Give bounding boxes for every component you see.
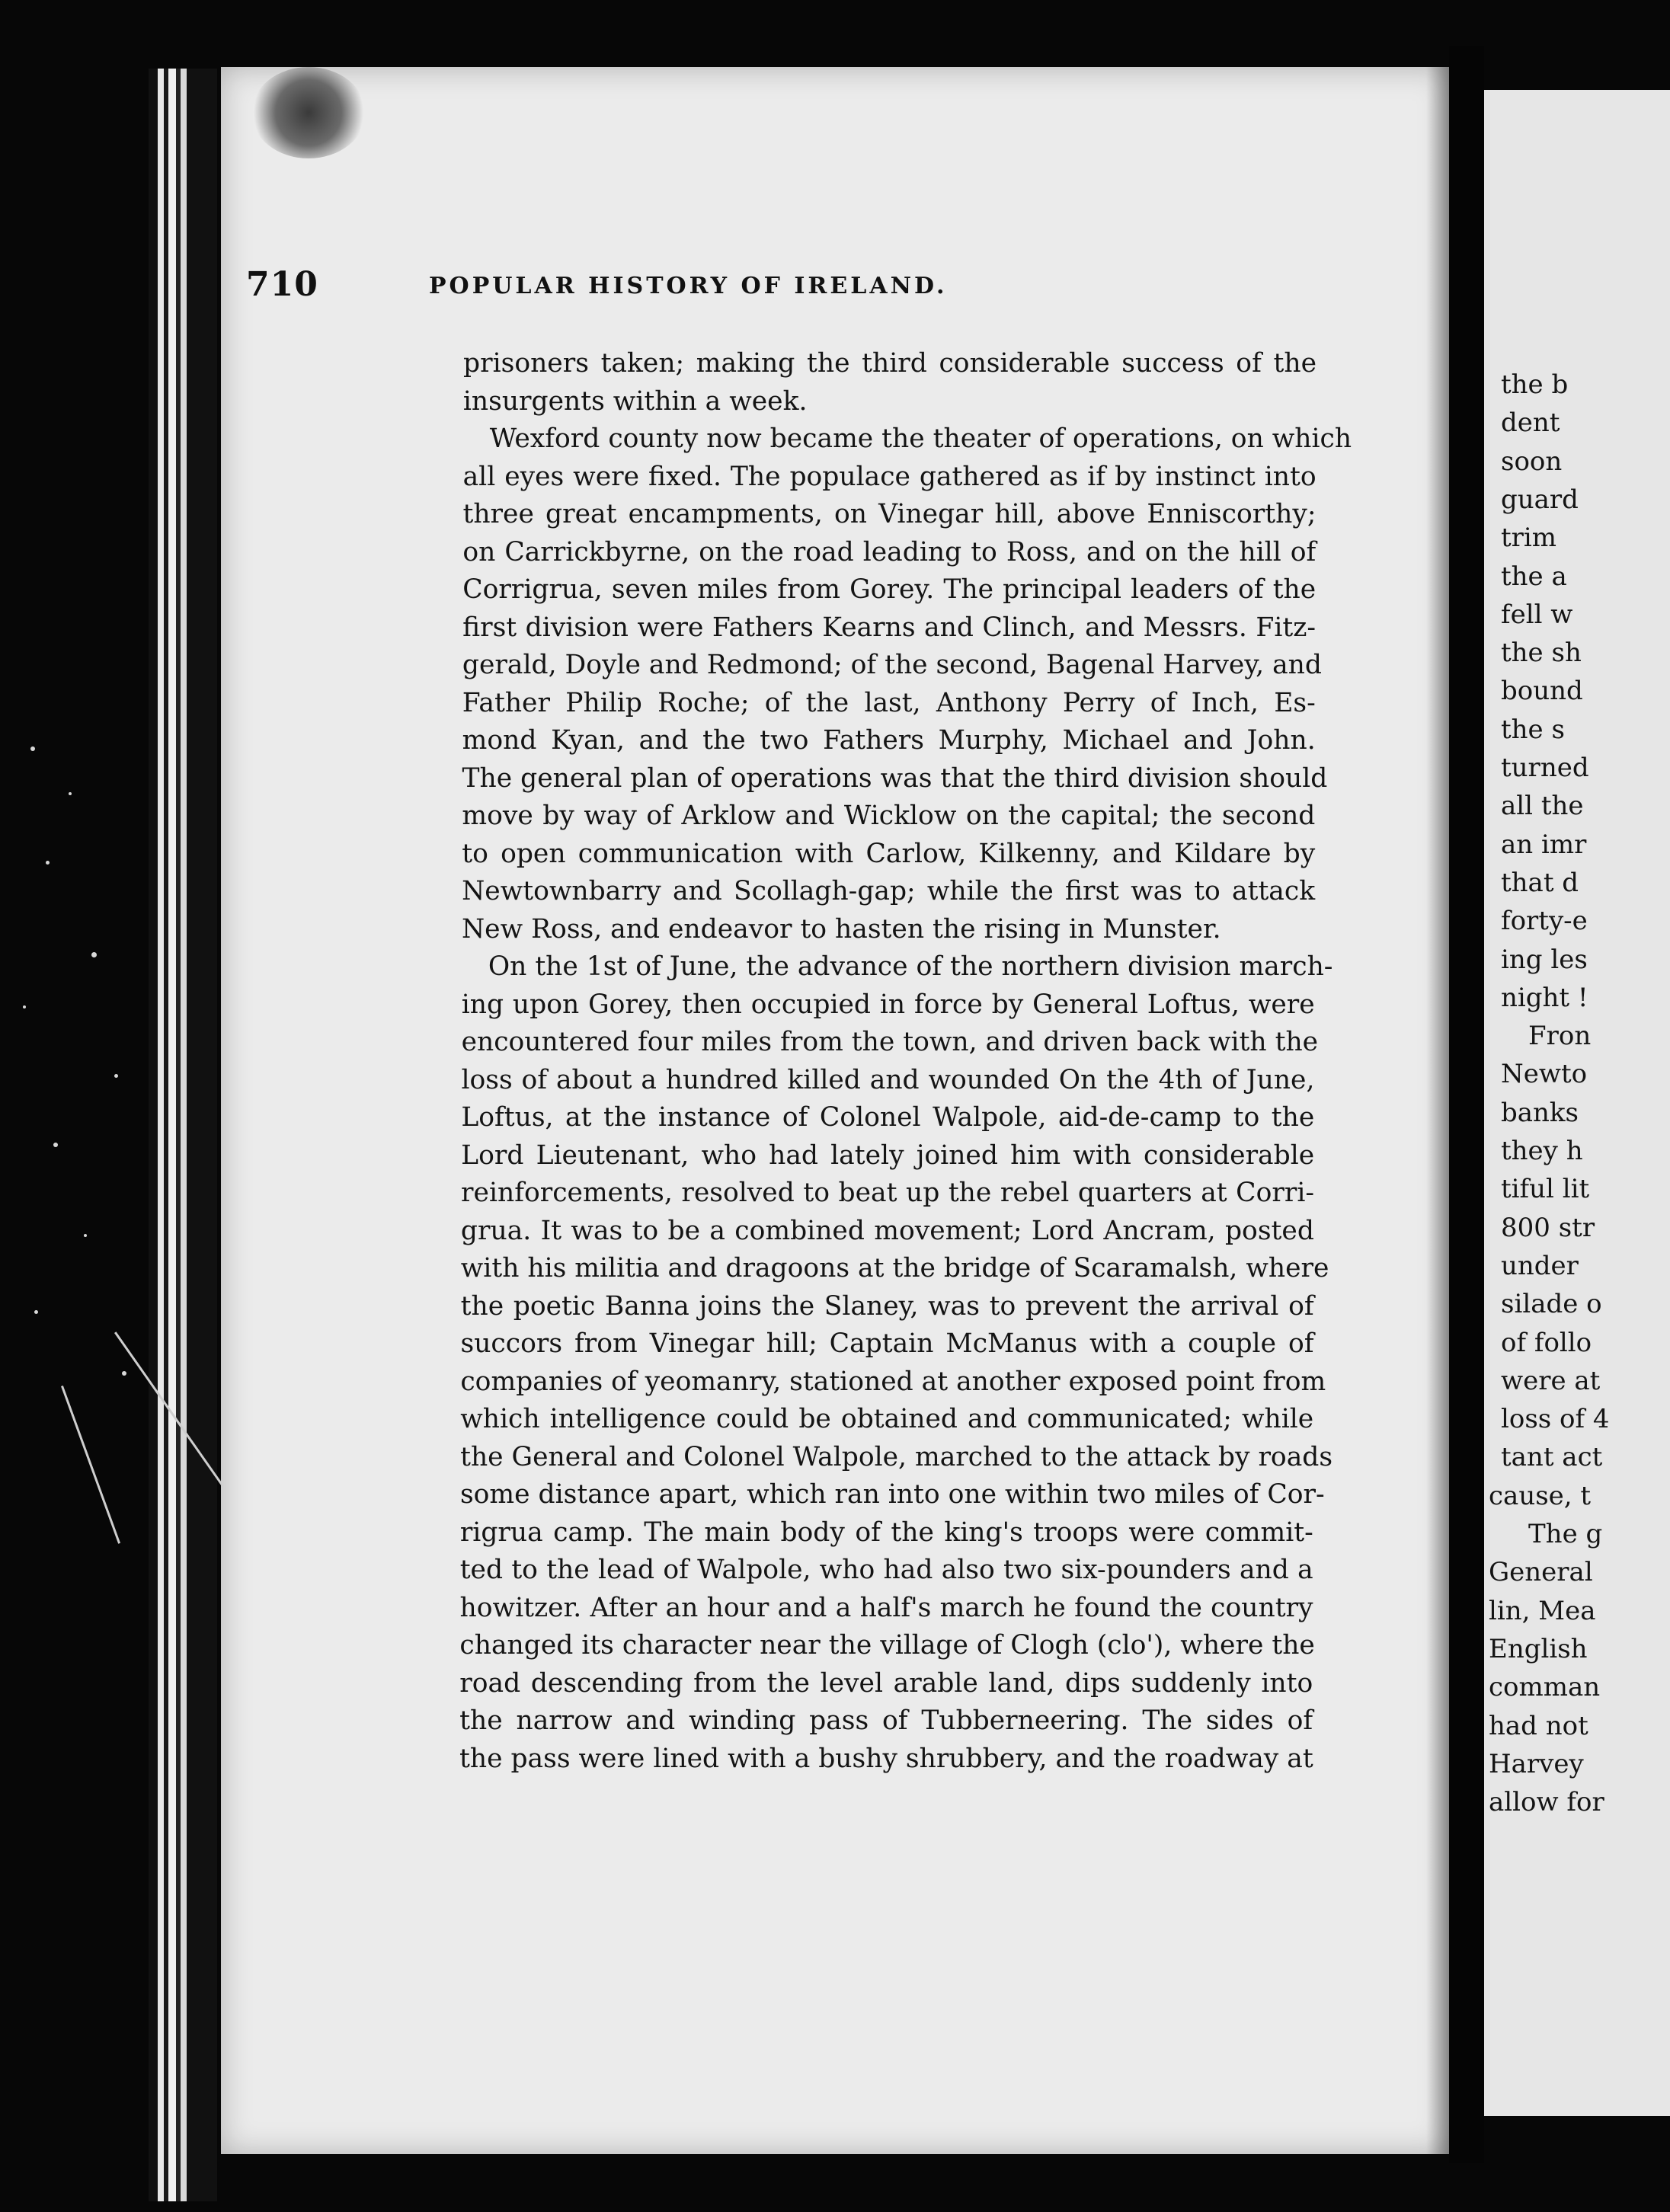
facing-text-line: dent [1501,408,1560,439]
text-line: first division were Fathers Kearns and Clinch, and Messrs. Fitz- [462,612,1316,643]
text-line: Loftus, at the instance of Colonel Walpole, aid-de-camp to the [461,1102,1315,1133]
text-line: reinforcements, resolved to beat up the rebel quarters at Corri- [461,1178,1315,1208]
text-line: insurgents within a week. [462,385,808,417]
text-line: encountered four miles from the town, and driven back with the [461,1027,1319,1057]
facing-text-line: were at [1501,1365,1601,1396]
facing-text-line: tiful lit [1501,1174,1590,1205]
facing-text-line: bound [1501,676,1583,707]
facing-text-line: the a [1501,561,1567,592]
film-scratch [61,1386,120,1544]
text-line: three great encampments, on Vinegar hill, above Enniscorthy; [462,499,1316,529]
text-line: mond Kyan, and the two Fathers Murphy, Michael and John. [462,725,1316,756]
text-line: grua. It was to be a combined movement; Lord Ancram, posted [460,1215,1314,1246]
dust-speck [30,746,35,751]
facing-text-line: under [1501,1250,1579,1281]
text-line: to open communication with Carlow, Kilkenny, and Kildare by [462,838,1316,869]
facing-text-line: The g [1528,1519,1603,1549]
facing-text-line: Harvey [1489,1748,1584,1779]
text-line: The general plan of operations was that the third division should [462,762,1328,794]
facing-text-line: ing les [1501,944,1588,975]
text-line: the General and Colonel Walpole, marched to the attack by roads [460,1441,1333,1472]
text-line: succors from Vinegar hill; Captain McManus with a couple of [460,1328,1314,1359]
text-line: the narrow and winding pass of Tubberneering. The sides of [459,1705,1313,1736]
facing-text-line: 800 str [1501,1212,1595,1243]
text-line: some distance apart, which ran into one within two miles of Cor- [459,1479,1325,1510]
text-line: the poetic Banna joins the Slaney, was to prevent the arrival of [460,1290,1314,1322]
dust-speck [122,1371,126,1376]
dust-speck [23,1005,26,1009]
dust-speck [91,952,97,957]
facing-text-line: loss of 4 [1501,1404,1610,1435]
text-line: companies of yeomanry, stationed at another exposed point from [460,1366,1326,1397]
facing-text-line: soon [1501,446,1563,477]
facing-text-line: all the [1501,791,1584,822]
dust-speck [69,792,72,795]
dust-speck [114,1074,118,1078]
facing-text-line: comman [1489,1672,1601,1703]
facing-text-line: Newto [1501,1059,1588,1090]
facing-text-line: English [1489,1633,1588,1664]
facing-text-line: Fron [1528,1021,1592,1052]
facing-text-line: the b [1501,369,1569,400]
text-line: New Ross, and endeavor to hasten the rising in Munster. [461,913,1221,945]
text-line: ing upon Gorey, then occupied in force by General Loftus, were [461,989,1315,1020]
facing-text-line: turned [1501,753,1589,783]
text-line: Lord Lieutenant, who had lately joined him with considerable [461,1140,1315,1171]
facing-text-line: of follo [1501,1327,1592,1358]
text-line: Father Philip Roche; of the last, Anthony Perry of Inch, Es- [462,687,1316,718]
text-line: loss of about a hundred killed and wounded On the 4th of June, [461,1064,1315,1095]
text-line: on Carrickbyrne, on the road leading to Ross, and on the hill of [462,536,1316,567]
facing-text-line: an imr [1501,829,1587,860]
facing-text-line: silade o [1501,1289,1602,1320]
facing-text-line: they h [1501,1136,1583,1166]
dust-speck [53,1143,58,1147]
dust-speck [46,861,50,865]
facing-text-line: forty-e [1501,906,1588,937]
page-number: 710 [246,265,318,304]
page-header [246,265,1130,311]
facing-text-line: the s [1501,714,1565,745]
facing-text-line: trim [1501,523,1557,554]
text-line: prisoners taken; making the third considerable success of the [463,348,1316,379]
page-stain [251,67,366,158]
dust-speck [34,1310,38,1314]
facing-text-line: guard [1501,484,1579,515]
text-line: gerald, Doyle and Redmond; of the second, Bagenal Harvey, and [462,650,1322,680]
text-line: road descending from the level arable land, dips suddenly into [459,1667,1313,1699]
text-line: Newtownbarry and Scollagh-gap; while the first was to attack [462,876,1316,906]
text-line: rigrua camp. The main body of the king's troops were commit- [459,1517,1313,1548]
text-line: all eyes were fixed. The populace gathered as if by instinct into [462,461,1316,492]
facing-text-line: that d [1501,867,1579,898]
facing-text-line: General [1489,1557,1593,1588]
dust-speck [84,1234,87,1237]
book-binding-edge [149,69,217,2201]
facing-text-line: fell w [1501,599,1573,630]
text-line: Corrigrua, seven miles from Gorey. The principal leaders of the [462,574,1316,605]
facing-text-line: banks [1501,1097,1579,1128]
text-line: Wexford county now became the theater of operations, on which [489,424,1352,454]
text-line: the pass were lined with a bushy shrubbery, and the roadway at [459,1743,1313,1774]
text-line: howitzer. After an hour and a half's march he found the country [459,1592,1313,1623]
text-line: move by way of Arklow and Wicklow on the capital; the second [462,801,1316,831]
text-line: On the 1st of June, the advance of the northern division march- [488,951,1333,982]
facing-text-line: cause, t [1489,1480,1592,1511]
text-line: with his militia and dragoons at the bridge of Scaramalsh, where [460,1253,1329,1283]
facing-text-line: night ! [1501,982,1588,1013]
page-gutter-shadow [1426,67,1449,2154]
facing-text-line: lin, Mea [1489,1595,1596,1626]
facing-page-fragment [1484,90,1670,2116]
text-line: which intelligence could be obtained and communicated; while [460,1404,1314,1434]
facing-text-line: allow for [1489,1787,1604,1818]
facing-text-line: the sh [1501,638,1582,669]
facing-text-line: had not [1489,1710,1588,1741]
page-gutter [1449,46,1484,2163]
facing-text-line: tant act [1501,1442,1603,1473]
running-title: POPULAR HISTORY OF IRELAND. [429,273,948,299]
text-line: ted to the lead of Walpole, who had also two six-pounders and a [459,1555,1313,1585]
text-line: changed its character near the village of Clogh (clo'), where the [459,1630,1315,1661]
